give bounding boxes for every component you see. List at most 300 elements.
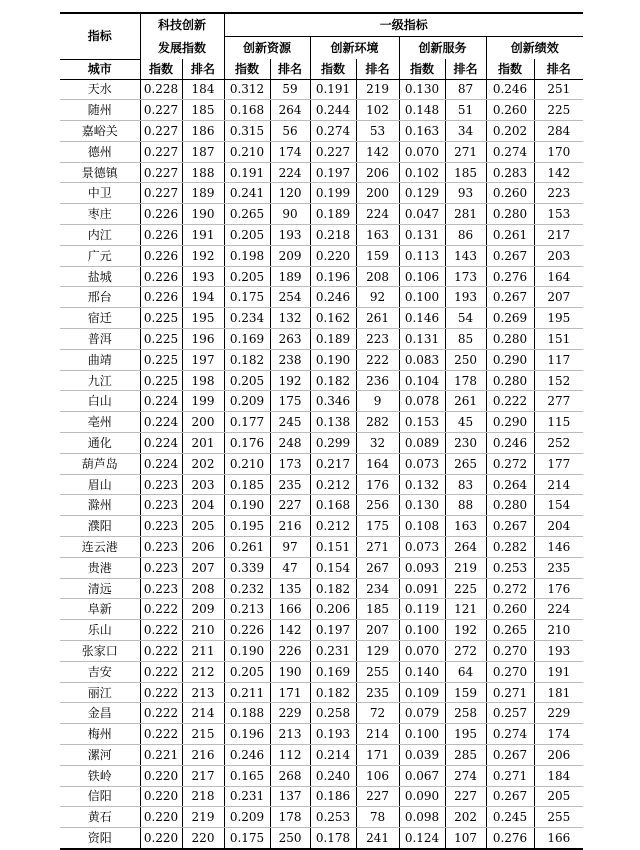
rank-cell: 199: [182, 391, 224, 412]
index-cell: 0.231: [224, 786, 270, 807]
rank-cell: 83: [445, 474, 486, 495]
city-cell: 葫芦岛: [60, 453, 140, 474]
rank-cell: 86: [445, 225, 486, 246]
index-cell: 0.109: [399, 682, 445, 703]
rank-cell: 175: [270, 391, 310, 412]
city-cell: 滁州: [60, 495, 140, 516]
table-row: [60, 765, 583, 786]
rank-cell: 203: [534, 245, 583, 266]
rank-cell: 9: [356, 391, 399, 412]
index-cell: 0.177: [224, 412, 270, 433]
table-row: [60, 183, 583, 204]
rank-cell: 154: [534, 495, 583, 516]
index-cell: 0.079: [399, 703, 445, 724]
rank-cell: 238: [270, 349, 310, 370]
rank-cell: 264: [270, 100, 310, 121]
table-row: [60, 245, 583, 266]
table-row: [60, 204, 583, 225]
rank-cell: 261: [445, 391, 486, 412]
index-cell: 0.220: [140, 765, 182, 786]
rank-cell: 226: [270, 641, 310, 662]
index-cell: 0.206: [310, 599, 356, 620]
rank-cell: 174: [534, 724, 583, 745]
rank-cell: 255: [534, 807, 583, 828]
index-cell: 0.225: [140, 308, 182, 329]
index-cell: 0.189: [310, 329, 356, 350]
city-cell: 铁岭: [60, 765, 140, 786]
rank-cell: 32: [356, 433, 399, 454]
index-cell: 0.231: [310, 641, 356, 662]
rank-cell: 173: [445, 266, 486, 287]
rank-cell: 87: [445, 79, 486, 100]
index-cell: 0.227: [140, 100, 182, 121]
city-cell: 普洱: [60, 329, 140, 350]
index-cell: 0.197: [310, 620, 356, 641]
rank-cell: 185: [182, 100, 224, 121]
index-cell: 0.148: [399, 100, 445, 121]
index-cell: 0.138: [310, 412, 356, 433]
index-cell: 0.189: [310, 204, 356, 225]
index-cell: 0.073: [399, 453, 445, 474]
index-cell: 0.246: [486, 433, 534, 454]
index-cell: 0.205: [224, 225, 270, 246]
rank-cell: 216: [182, 745, 224, 766]
table-row: [60, 453, 583, 474]
rank-cell: 47: [270, 557, 310, 578]
city-cell: 内江: [60, 225, 140, 246]
rank-cell: 229: [534, 703, 583, 724]
index-cell: 0.102: [399, 162, 445, 183]
city-cell: 九江: [60, 370, 140, 391]
table-row: [60, 433, 583, 454]
index-cell: 0.190: [224, 495, 270, 516]
index-cell: 0.175: [224, 828, 270, 849]
rank-cell: 142: [356, 141, 399, 162]
index-cell: 0.274: [310, 121, 356, 142]
table-row: [60, 79, 583, 100]
index-cell: 0.178: [310, 828, 356, 849]
header-innovation-environment: 创新环境: [310, 37, 399, 60]
rank-cell: 251: [534, 79, 583, 100]
rank-cell: 234: [356, 578, 399, 599]
index-cell: 0.221: [140, 745, 182, 766]
index-cell: 0.132: [399, 474, 445, 495]
rank-cell: 281: [445, 204, 486, 225]
table-row: [60, 745, 583, 766]
index-cell: 0.131: [399, 329, 445, 350]
index-cell: 0.261: [486, 225, 534, 246]
city-cell: 阜新: [60, 599, 140, 620]
rank-cell: 227: [445, 786, 486, 807]
rank-cell: 236: [356, 370, 399, 391]
index-cell: 0.165: [224, 765, 270, 786]
rank-cell: 163: [356, 225, 399, 246]
index-cell: 0.283: [486, 162, 534, 183]
innovation-index-table: [60, 12, 583, 850]
rank-cell: 219: [182, 807, 224, 828]
rank-cell: 200: [182, 412, 224, 433]
header-main-index-line2: 发展指数: [140, 37, 224, 60]
index-cell: 0.212: [310, 474, 356, 495]
rank-cell: 210: [534, 620, 583, 641]
rank-cell: 198: [182, 370, 224, 391]
city-cell: 通化: [60, 433, 140, 454]
index-cell: 0.271: [486, 682, 534, 703]
rank-cell: 201: [182, 433, 224, 454]
index-cell: 0.222: [140, 599, 182, 620]
index-cell: 0.205: [224, 266, 270, 287]
header-index: 指数: [399, 59, 445, 79]
index-cell: 0.196: [310, 266, 356, 287]
rank-cell: 171: [270, 682, 310, 703]
index-cell: 0.220: [310, 245, 356, 266]
rank-cell: 177: [534, 453, 583, 474]
rank-cell: 178: [270, 807, 310, 828]
index-cell: 0.113: [399, 245, 445, 266]
index-cell: 0.223: [140, 578, 182, 599]
table-row: [60, 516, 583, 537]
index-cell: 0.220: [140, 828, 182, 849]
rank-cell: 189: [182, 183, 224, 204]
index-cell: 0.089: [399, 433, 445, 454]
table-row: [60, 661, 583, 682]
index-cell: 0.227: [140, 141, 182, 162]
table-row: [60, 141, 583, 162]
rank-cell: 135: [270, 578, 310, 599]
rank-cell: 193: [182, 266, 224, 287]
rank-cell: 217: [182, 765, 224, 786]
rank-cell: 196: [182, 329, 224, 350]
rank-cell: 181: [534, 682, 583, 703]
index-cell: 0.222: [140, 641, 182, 662]
table-row: [60, 287, 583, 308]
rank-cell: 174: [270, 141, 310, 162]
city-cell: 吉安: [60, 661, 140, 682]
header-index: 指数: [486, 59, 534, 79]
city-cell: 黄石: [60, 807, 140, 828]
rank-cell: 208: [182, 578, 224, 599]
header-innovation-performance: 创新绩效: [510, 41, 559, 55]
index-cell: 0.227: [140, 183, 182, 204]
table-row: [60, 578, 583, 599]
rank-cell: 78: [356, 807, 399, 828]
index-cell: 0.226: [140, 266, 182, 287]
rank-cell: 284: [534, 121, 583, 142]
rank-cell: 274: [445, 765, 486, 786]
table-row: [60, 682, 583, 703]
index-cell: 0.223: [140, 495, 182, 516]
table-row: [60, 537, 583, 558]
index-cell: 0.276: [486, 828, 534, 849]
rank-cell: 153: [534, 204, 583, 225]
header-city: 城市: [60, 59, 140, 79]
index-cell: 0.210: [224, 141, 270, 162]
rank-cell: 195: [182, 308, 224, 329]
index-cell: 0.270: [486, 661, 534, 682]
rank-cell: 121: [445, 599, 486, 620]
rank-cell: 146: [534, 537, 583, 558]
index-cell: 0.100: [399, 287, 445, 308]
rank-cell: 184: [182, 79, 224, 100]
index-cell: 0.119: [399, 599, 445, 620]
rank-cell: 261: [356, 308, 399, 329]
index-cell: 0.100: [399, 620, 445, 641]
index-cell: 0.280: [486, 370, 534, 391]
index-cell: 0.272: [486, 453, 534, 474]
rank-cell: 205: [182, 516, 224, 537]
rank-cell: 93: [445, 183, 486, 204]
index-cell: 0.212: [310, 516, 356, 537]
index-cell: 0.224: [140, 453, 182, 474]
rank-cell: 225: [534, 100, 583, 121]
index-cell: 0.258: [310, 703, 356, 724]
index-cell: 0.130: [399, 495, 445, 516]
index-cell: 0.093: [399, 557, 445, 578]
index-cell: 0.225: [140, 370, 182, 391]
table-row: [60, 329, 583, 350]
index-cell: 0.191: [224, 162, 270, 183]
city-cell: 广元: [60, 245, 140, 266]
rank-cell: 214: [182, 703, 224, 724]
index-cell: 0.224: [140, 412, 182, 433]
index-cell: 0.240: [310, 765, 356, 786]
rank-cell: 214: [534, 474, 583, 495]
rank-cell: 184: [534, 765, 583, 786]
rank-cell: 206: [356, 162, 399, 183]
city-cell: 眉山: [60, 474, 140, 495]
rank-cell: 187: [182, 141, 224, 162]
city-cell: 贵港: [60, 557, 140, 578]
rank-cell: 235: [534, 557, 583, 578]
table-row: [60, 121, 583, 142]
table-row: [60, 599, 583, 620]
rank-cell: 193: [445, 287, 486, 308]
rank-cell: 206: [534, 745, 583, 766]
index-cell: 0.253: [310, 807, 356, 828]
rank-cell: 277: [534, 391, 583, 412]
index-cell: 0.222: [140, 682, 182, 703]
rank-cell: 173: [270, 453, 310, 474]
rank-cell: 186: [182, 121, 224, 142]
rank-cell: 51: [445, 100, 486, 121]
rank-cell: 224: [270, 162, 310, 183]
index-cell: 0.222: [486, 391, 534, 412]
index-cell: 0.168: [310, 495, 356, 516]
index-cell: 0.098: [399, 807, 445, 828]
index-cell: 0.270: [486, 641, 534, 662]
rank-cell: 88: [445, 495, 486, 516]
table-row: [60, 786, 583, 807]
city-cell: 连云港: [60, 537, 140, 558]
rank-cell: 56: [270, 121, 310, 142]
table-row: [60, 266, 583, 287]
index-cell: 0.280: [486, 495, 534, 516]
rank-cell: 264: [445, 537, 486, 558]
index-cell: 0.246: [310, 287, 356, 308]
index-cell: 0.146: [399, 308, 445, 329]
index-cell: 0.154: [310, 557, 356, 578]
rank-cell: 102: [356, 100, 399, 121]
rank-cell: 222: [356, 349, 399, 370]
city-cell: 宿迁: [60, 308, 140, 329]
index-cell: 0.073: [399, 537, 445, 558]
rank-cell: 215: [182, 724, 224, 745]
rank-cell: 112: [270, 745, 310, 766]
index-cell: 0.257: [486, 703, 534, 724]
rank-cell: 218: [182, 786, 224, 807]
city-cell: 资阳: [60, 828, 140, 849]
rank-cell: 209: [182, 599, 224, 620]
city-cell: 中卫: [60, 183, 140, 204]
rank-cell: 202: [445, 807, 486, 828]
rank-cell: 92: [356, 287, 399, 308]
rank-cell: 256: [356, 495, 399, 516]
index-cell: 0.182: [310, 682, 356, 703]
rank-cell: 267: [356, 557, 399, 578]
rank-cell: 263: [270, 329, 310, 350]
index-cell: 0.227: [140, 162, 182, 183]
rank-cell: 192: [182, 245, 224, 266]
index-cell: 0.070: [399, 641, 445, 662]
index-cell: 0.223: [140, 474, 182, 495]
index-cell: 0.265: [486, 620, 534, 641]
index-cell: 0.226: [224, 620, 270, 641]
index-cell: 0.182: [310, 370, 356, 391]
index-cell: 0.260: [486, 183, 534, 204]
index-cell: 0.169: [310, 661, 356, 682]
rank-cell: 245: [270, 412, 310, 433]
index-cell: 0.261: [224, 537, 270, 558]
rank-cell: 159: [356, 245, 399, 266]
rank-cell: 190: [182, 204, 224, 225]
rank-cell: 282: [356, 412, 399, 433]
rank-cell: 207: [356, 620, 399, 641]
city-cell: 张家口: [60, 641, 140, 662]
rank-cell: 265: [445, 453, 486, 474]
index-cell: 0.211: [224, 682, 270, 703]
table-row: [60, 162, 583, 183]
city-cell: 金昌: [60, 703, 140, 724]
index-cell: 0.217: [310, 453, 356, 474]
index-cell: 0.083: [399, 349, 445, 370]
index-cell: 0.246: [224, 745, 270, 766]
index-cell: 0.271: [486, 765, 534, 786]
index-cell: 0.253: [486, 557, 534, 578]
rank-cell: 143: [445, 245, 486, 266]
index-cell: 0.265: [224, 204, 270, 225]
city-cell: 清远: [60, 578, 140, 599]
rank-cell: 142: [534, 162, 583, 183]
index-cell: 0.269: [486, 308, 534, 329]
rank-cell: 235: [270, 474, 310, 495]
index-cell: 0.225: [140, 349, 182, 370]
index-cell: 0.153: [399, 412, 445, 433]
rank-cell: 107: [445, 828, 486, 849]
rank-cell: 200: [356, 183, 399, 204]
index-cell: 0.267: [486, 245, 534, 266]
index-cell: 0.264: [486, 474, 534, 495]
rank-cell: 250: [270, 828, 310, 849]
rank-cell: 117: [534, 349, 583, 370]
rank-cell: 205: [534, 786, 583, 807]
rank-cell: 229: [270, 703, 310, 724]
rank-cell: 54: [445, 308, 486, 329]
rank-cell: 202: [182, 453, 224, 474]
rank-cell: 85: [445, 329, 486, 350]
index-cell: 0.226: [140, 204, 182, 225]
index-cell: 0.185: [224, 474, 270, 495]
rank-cell: 248: [270, 433, 310, 454]
index-cell: 0.246: [486, 79, 534, 100]
city-cell: 丽江: [60, 682, 140, 703]
rank-cell: 250: [445, 349, 486, 370]
index-cell: 0.209: [224, 807, 270, 828]
header-innovation-resources: 创新资源: [224, 37, 310, 60]
table-row: [60, 641, 583, 662]
rank-cell: 185: [445, 162, 486, 183]
rank-cell: 120: [270, 183, 310, 204]
city-cell: 信阳: [60, 786, 140, 807]
rank-cell: 53: [356, 121, 399, 142]
index-cell: 0.199: [310, 183, 356, 204]
rank-cell: 216: [270, 516, 310, 537]
index-cell: 0.227: [140, 121, 182, 142]
index-cell: 0.224: [140, 391, 182, 412]
index-cell: 0.213: [224, 599, 270, 620]
index-cell: 0.346: [310, 391, 356, 412]
index-cell: 0.130: [399, 79, 445, 100]
rank-cell: 197: [182, 349, 224, 370]
index-cell: 0.299: [310, 433, 356, 454]
index-cell: 0.218: [310, 225, 356, 246]
index-cell: 0.260: [486, 100, 534, 121]
rank-cell: 164: [534, 266, 583, 287]
index-cell: 0.047: [399, 204, 445, 225]
index-cell: 0.175: [224, 287, 270, 308]
index-cell: 0.280: [486, 329, 534, 350]
rank-cell: 72: [356, 703, 399, 724]
index-cell: 0.226: [140, 287, 182, 308]
header-innovation-services: 创新服务: [399, 37, 486, 60]
index-cell: 0.190: [310, 349, 356, 370]
rank-cell: 166: [270, 599, 310, 620]
index-cell: 0.223: [140, 516, 182, 537]
index-cell: 0.078: [399, 391, 445, 412]
index-cell: 0.241: [224, 183, 270, 204]
index-cell: 0.198: [224, 245, 270, 266]
city-cell: 邢台: [60, 287, 140, 308]
data-table-container: [60, 12, 583, 850]
index-cell: 0.151: [310, 537, 356, 558]
header-indicator: 指标: [60, 13, 140, 59]
table-row: [60, 412, 583, 433]
index-cell: 0.260: [486, 599, 534, 620]
index-cell: 0.188: [224, 703, 270, 724]
rank-cell: 192: [270, 370, 310, 391]
rank-cell: 115: [534, 412, 583, 433]
rank-cell: 210: [182, 620, 224, 641]
rank-cell: 191: [182, 225, 224, 246]
rank-cell: 171: [356, 745, 399, 766]
rank-cell: 163: [445, 516, 486, 537]
rank-cell: 90: [270, 204, 310, 225]
rank-cell: 151: [534, 329, 583, 350]
index-cell: 0.131: [399, 225, 445, 246]
index-cell: 0.290: [486, 349, 534, 370]
city-cell: 嘉峪关: [60, 121, 140, 142]
index-cell: 0.226: [140, 245, 182, 266]
table-row: [60, 724, 583, 745]
